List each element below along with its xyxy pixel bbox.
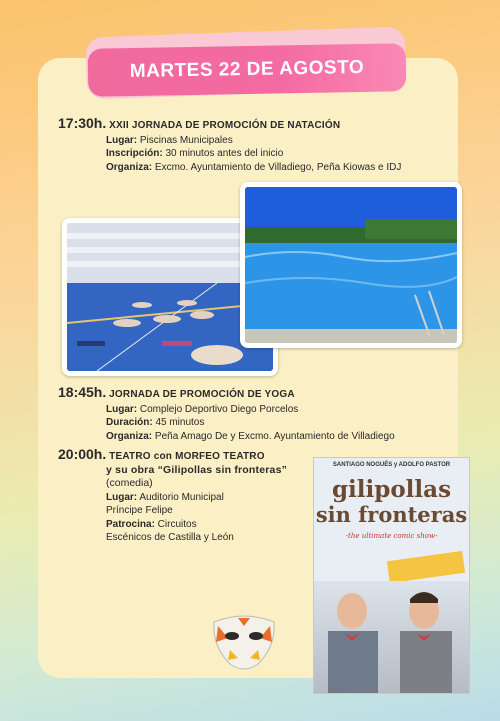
event-title: JORNADA DE PROMOCIÓN DE YOGA — [109, 389, 295, 400]
date-title: MARTES 22 DE AGOSTO — [129, 56, 365, 83]
event-time: 18:45h. — [58, 384, 107, 400]
event-genre: (comedia) — [106, 477, 153, 489]
detail-duracion: Duración: 45 minutos — [106, 417, 205, 428]
poster-title-line1: gilipollas — [331, 476, 452, 503]
date-banner — [88, 43, 407, 97]
poster-title-line2: sin fronteras — [315, 502, 468, 527]
poster-subtitle: -the ultimate comic show- — [345, 532, 438, 540]
detail-lugar: Lugar: Complejo Deportivo Diego Porcelos — [106, 403, 299, 415]
detail-patrocina: Patrocina: Circuitos — [106, 518, 197, 530]
detail-lugar-cont: Príncipe Felipe — [106, 505, 173, 516]
detail-lugar: Lugar: Piscinas Municipales — [106, 134, 233, 146]
event-yoga — [58, 386, 395, 443]
poster-actors-image — [314, 581, 469, 693]
detail-inscripcion: Inscripción: 30 minutos antes del inicio — [106, 148, 284, 159]
event-title: TEATRO con MORFEO TEATRO — [109, 451, 265, 462]
event-time: 17:30h. — [58, 115, 107, 131]
swimming-pool-photo — [240, 182, 462, 348]
event-title: XXII JORNADA DE PROMOCIÓN DE NATACIÓN — [109, 120, 341, 131]
event-teatro — [58, 448, 287, 545]
poster-sticker — [387, 551, 465, 583]
carnival-mask-icon — [208, 612, 280, 674]
event-natacion — [58, 117, 401, 174]
event-time: 20:00h. — [58, 446, 107, 462]
detail-patrocina-cont: Escénicos de Castilla y León — [106, 532, 234, 543]
detail-organiza: Organiza: Peña Amago De y Excmo. Ayuntamiento de Villadiego — [106, 430, 395, 442]
detail-lugar: Lugar: Auditorio Municipal — [106, 491, 224, 503]
event-subtitle: y su obra “Gilipollas sin fronteras” — [106, 463, 288, 476]
play-poster — [313, 457, 470, 694]
poster-authors: SANTIAGO NOGUÉS y ADOLFO PASTOR — [332, 462, 451, 468]
detail-organiza: Organiza: Excmo. Ayuntamiento de Villadiego, Peña Kiowas e IDJ — [106, 161, 402, 173]
